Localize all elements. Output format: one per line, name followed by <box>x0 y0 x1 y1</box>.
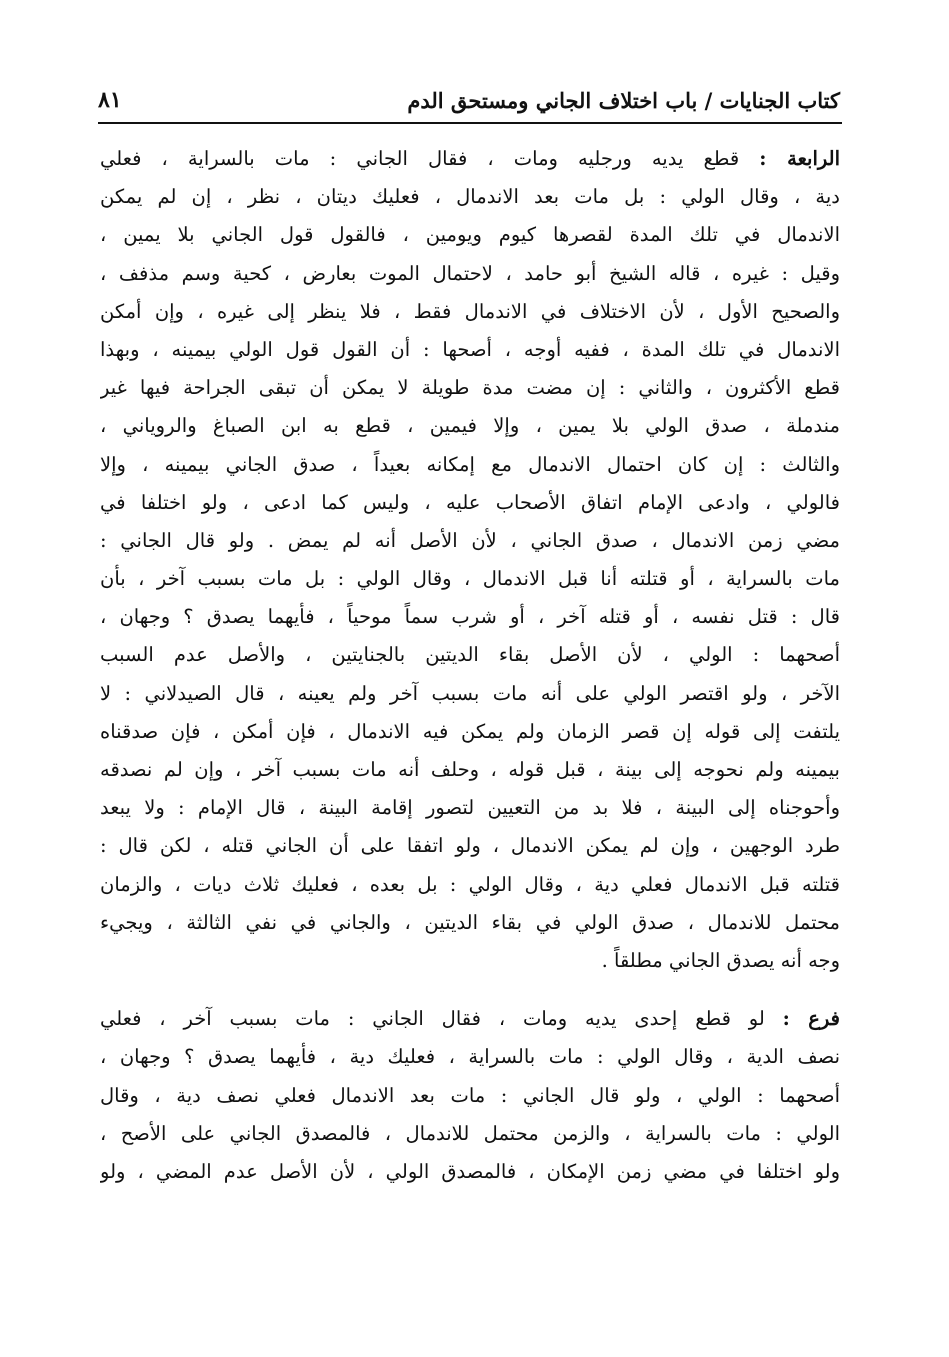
body-text <box>100 140 840 1191</box>
text-line: بيمينه ولم نحوجه إلى بينة ، قبل قوله ، وحلف أنه مات بسبب آخر ، وإن لم نصدقه <box>100 758 840 781</box>
text-line: فالولي ، وادعى الإمام اتفاق الأصحاب عليه ، وليس كما ادعى ، ولو اختلفا في <box>100 490 840 514</box>
text-line: الاندمال في تلك المدة لقصرها كيوم ويومين ، فالقول قول الجاني بلا يمين ، <box>100 223 840 247</box>
text-line: والصحيح الأول ، لأن الاختلاف في الاندمال فقط ، فلا ينظر إلى غيره ، وإن أمكن <box>100 299 840 323</box>
page-number: ٨١ <box>98 87 122 113</box>
text-line: وأحوجناه إلى البينة ، فلا بد من التعيين لتصور إقامة البينة ، قال الإمام : ولا يبعد <box>100 796 840 820</box>
text-line: الولي : مات بالسراية ، والزمن محتمل للاندمال ، فالمصدق الجاني على الأصح ، <box>100 1121 840 1145</box>
text-line: الآخر ، ولو اقتصر الولي على أنه مات بسبب آخر ولم يعينه ، قال الصيدلاني : لا <box>100 681 840 705</box>
text-line: الرابعة : قطع يديه ورجليه ومات ، فقال الجاني : مات بالسراية ، فعلي <box>100 147 840 170</box>
text-line: الاندمال في تلك المدة ، ففيه أوجه ، أصحها : أن القول قول الولي بيمينه ، وبهذا <box>100 337 840 361</box>
text-line: أصحهما : الولي ، لأن الأصل بقاء الديتين بالجنايتين ، والأصل عدم السبب <box>100 643 840 667</box>
text-line: وجه أنه يصدق الجاني مطلقاً . <box>601 948 840 972</box>
text-line: قتلته قبل الاندمال فعلي دية ، وقال الولي : بل بعده ، فعليك ثلاث ديات ، والزمان <box>100 872 840 896</box>
page-header <box>98 80 840 120</box>
text-line: وقيل : غيره ، قاله الشيخ أبو حامد ، لاحتمال الموت بعارض ، كحية وسم مذفف ، <box>100 261 840 285</box>
text-line: مضي زمن الاندمال ، صدق الجاني ، لأن الأصل أنه لم يمض . ولو قال الجاني : <box>100 528 840 552</box>
text-line: ولو اختلفا في مضي زمن الإمكان ، فالمصدق الولي ، لأن الأصل عدم المضي ، ولو <box>100 1159 840 1183</box>
text-line: والثالث : إن كان احتمال الاندمال مع إمكانه بعيداً ، صدق الجاني بيمينه ، وإلا <box>100 452 840 476</box>
paragraph-rabia <box>100 140 840 980</box>
text-line: فرع : لو قطع إحدى يديه ومات ، فقال الجاني : مات بسبب آخر ، فعلي <box>100 1007 840 1031</box>
running-head: كتاب الجنايات / باب اختلاف الجاني ومستحق الدم <box>407 87 840 113</box>
section-heading: فرع : <box>782 1007 840 1031</box>
text-line: قال : قتل نفسه ، أو قتله آخر ، أو شرب سماً موحياً ، فأيهما يصدق ؟ وجهان ، <box>100 605 840 629</box>
paragraph-far <box>100 1000 840 1191</box>
text-line: نصف الدية ، وقال الولي : مات بالسراية ، فعليك دية ، فأيهما يصدق ؟ وجهان ، <box>100 1045 840 1069</box>
text-line: مندملة ، صدق الولي بلا يمين ، وإلا فيمين ، قطع به ابن الصباغ والروياني ، <box>100 414 840 438</box>
text-line: يلتفت إلى قوله إن قصر الزمان ولم يمكن فيه الاندمال ، فإن أمكن ، فإن صدقناه <box>100 719 840 743</box>
text-line: طرد الوجهين ، وإن لم يمكن الاندمال ، ولو اتفقا على أن الجاني قتله ، لكن قال : <box>100 834 840 858</box>
paragraph-gap <box>100 980 840 1000</box>
text-line: محتمل للاندمال ، صدق الولي في بقاء الديتين ، والجاني في نفي الثالثة ، ويجيء <box>100 910 840 934</box>
text-line: أصحهما : الولي ، ولو قال الجاني : مات بعد الاندمال فعلي نصف دية ، وقال <box>100 1083 840 1107</box>
text-line: مات بالسراية ، أو قتلته أنا قبل الاندمال ، وقال الولي : بل مات بسبب آخر ، بأن <box>100 567 840 591</box>
section-heading: الرابعة : <box>759 147 840 170</box>
header-divider <box>98 122 842 124</box>
text-line: دية ، وقال الولي : بل مات بعد الاندمال ، فعليك ديتان ، نظر ، إن لم يمكن <box>100 185 840 209</box>
text-line: قطع الأكثرون ، والثاني : إن مضت مدة طويلة لا يمكن أن تبقى الجراحة فيها غير <box>100 376 840 400</box>
